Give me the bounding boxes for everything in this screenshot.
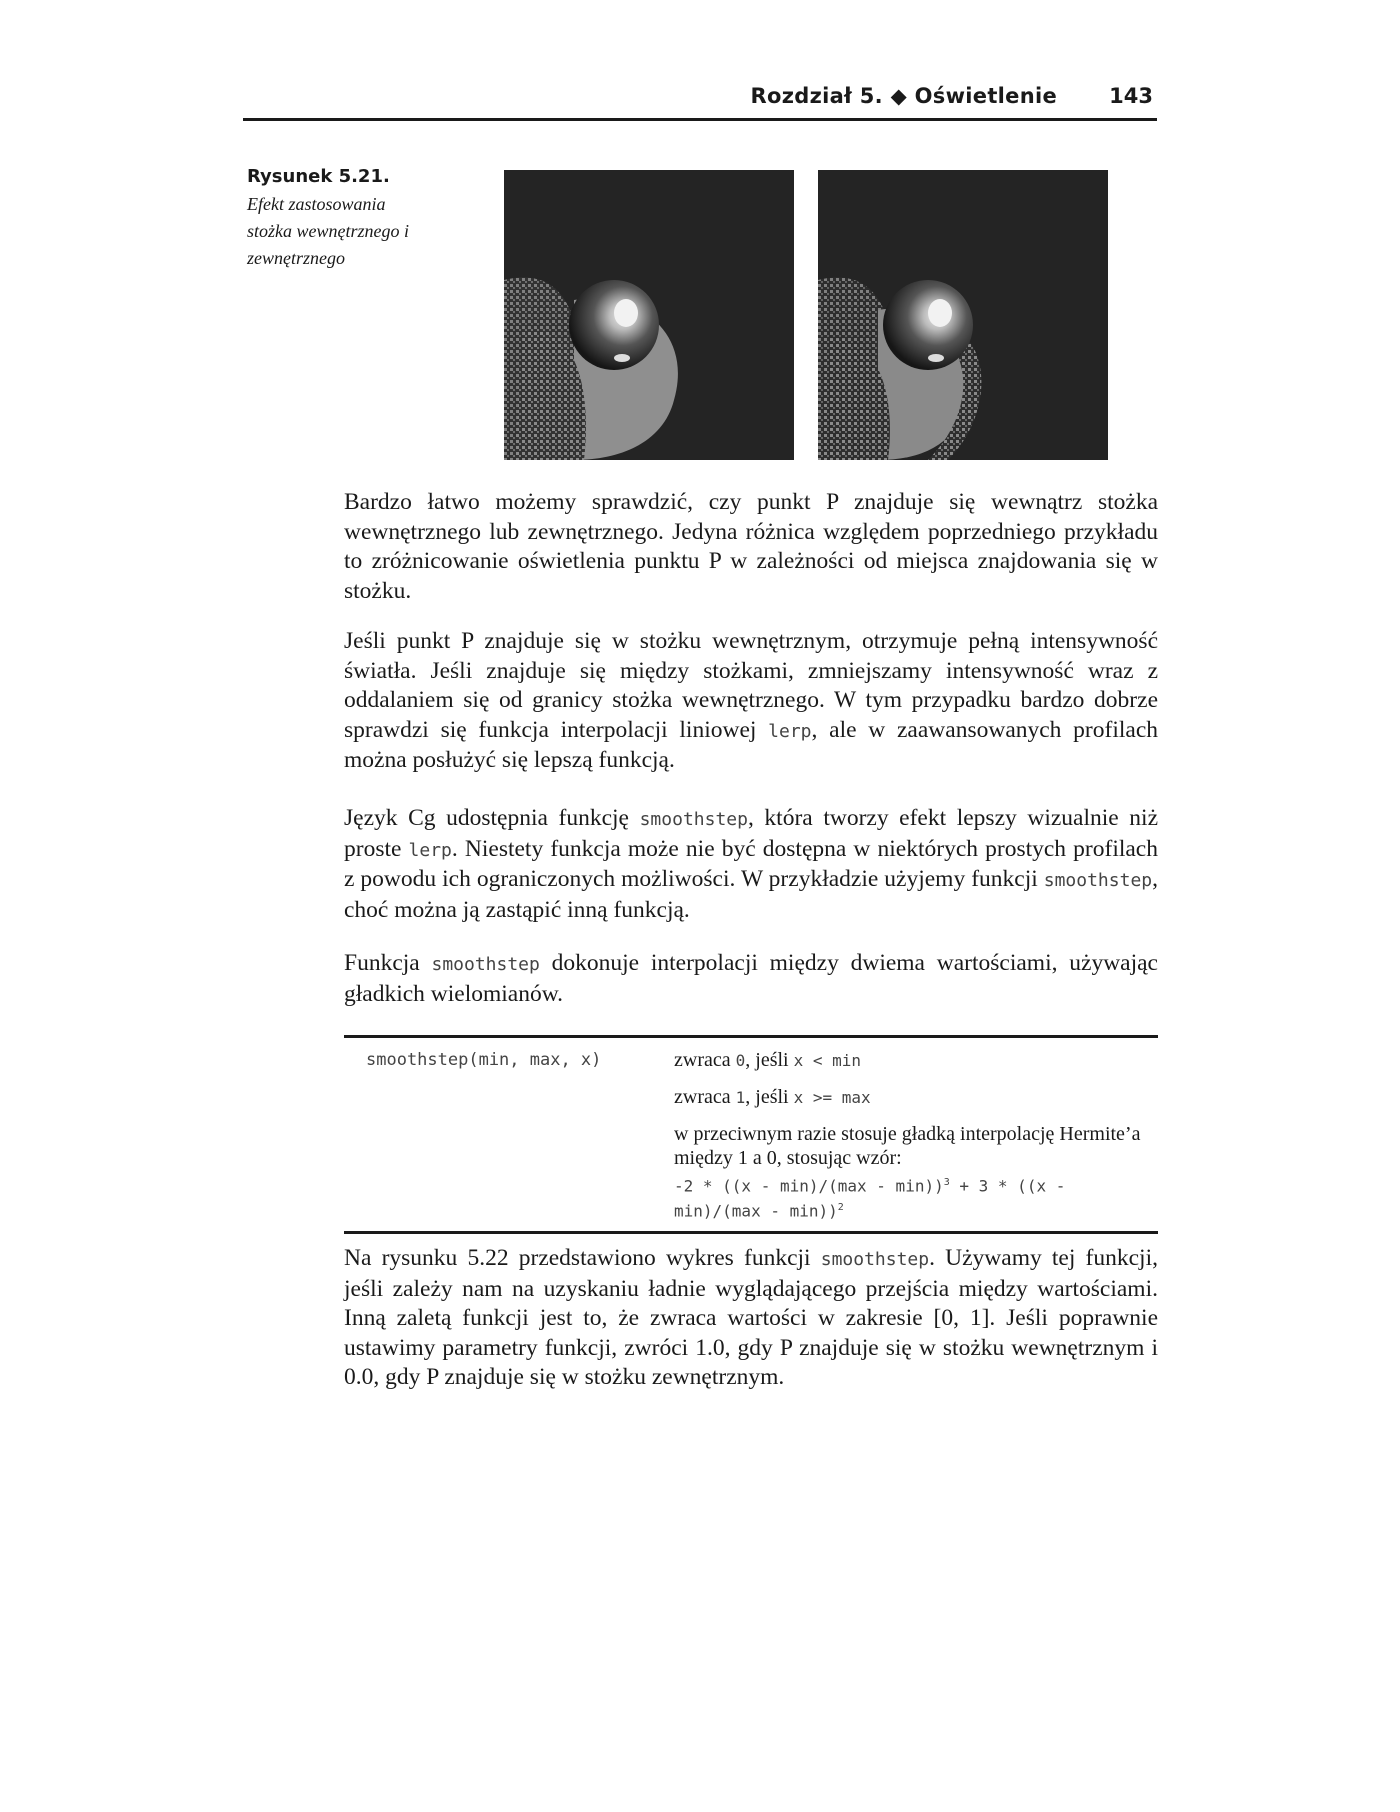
code-smoothstep: smoothstep	[1043, 870, 1153, 891]
row-1-condition: x < min	[793, 1051, 862, 1070]
code-lerp: lerp	[768, 720, 812, 742]
paragraph-3-text-c: . Niestety funkcja może nie być dostępna w niektórych prostych profilach z powodu ich ograniczonych możliwości. W przykładzie użyjemy funkcji	[344, 835, 1158, 892]
paragraph-2-text-a: Jeśli punkt P znajduje się w stożku wewnętrznym, otrzymuje pełną intensywność światła. Jeśli znajduje się między stożkami, zmniejszamy intensywność wraz z oddalaniem się od granicy stożka wewnętrznego. W tym przypadku bardzo dobrze sprawdzi się funkcja interpolacji liniowej	[344, 628, 1158, 743]
formula-part-b: + 3 * ((x - min)/(max - min))	[674, 1176, 1066, 1221]
row-2-text: zwraca	[674, 1086, 736, 1108]
definition-row-1	[674, 1048, 1144, 1073]
spotlight-render-left	[504, 170, 794, 460]
definition-row-3: w przeciwnym razie stosuje gładką interpolację Hermite’a między 1 a 0, stosując wzór:	[674, 1123, 1141, 1169]
row-1-value: 0	[735, 1051, 746, 1070]
formula-exponent-2: 2	[837, 1202, 844, 1214]
row-1-mid: , jeśli	[745, 1049, 794, 1071]
paragraph-3-text-a: Język Cg udostępnia funkcję	[344, 805, 640, 831]
figure-render-right	[818, 170, 1108, 460]
spotlight-render-right	[818, 170, 1108, 460]
code-smoothstep: smoothstep	[820, 1249, 930, 1270]
row-1-text: zwraca	[674, 1049, 736, 1071]
formula-part-a: -2 * ((x - min)/(max - min))	[674, 1176, 944, 1196]
paragraph-5-text-a: Na rysunku 5.22 przedstawiono wykres funkcji	[344, 1245, 821, 1271]
chapter-title: Rozdział 5. ◆ Oświetlenie	[750, 84, 1057, 108]
formula-exponent-1: 3	[943, 1177, 950, 1188]
page-number: 143	[1109, 84, 1153, 108]
paragraph-5-text-b: . Używamy tej funkcji, jeśli zależy nam na uzyskaniu ładnie wyglądającego przejścia między wartościami. Inną zaletą funkcji jest to, że zwraca wartości w zakresie [0, 1]. Jeśli poprawnie ustawimy parametry funkcji, zwróci 1.0, gdy P znajduje się w stożku wewnętrznym i 0.0, gdy P znajduje się w stożku zewnętrznym.	[344, 1245, 1158, 1390]
paragraph-5	[344, 1244, 1158, 1393]
paragraph-3-text-d: , choć można ją zastąpić inną funkcją.	[344, 866, 1158, 923]
function-description	[674, 1048, 1144, 1223]
figure-label: Rysunek 5.21.	[247, 166, 390, 187]
hermite-formula	[674, 1172, 1144, 1223]
paragraph-1: Bardzo łatwo możemy sprawdzić, czy punkt P znajduje się wewnątrz stożka wewnętrznego lub zewnętrznego. Jedyna różnica względem poprzedniego przykładu to zróżnicowanie oświetlenia punktu P w zależności od miejsca znajdowania się w stożku.	[344, 489, 1158, 604]
paragraph-2-text-b: , ale w zaawansowanych profilach można posłużyć się lepszą funkcją.	[344, 716, 1158, 773]
paragraph-2	[344, 627, 1158, 776]
paragraph-3-text-b: , która tworzy efekt lepszy wizualnie niż proste	[344, 805, 1158, 862]
code-smoothstep: smoothstep	[639, 809, 748, 830]
figure-caption	[247, 166, 427, 272]
row-2-mid: , jeśli	[745, 1086, 794, 1108]
definition-row-2	[674, 1085, 1144, 1110]
code-lerp: lerp	[408, 839, 452, 861]
figure-render-left	[504, 170, 794, 460]
paragraph-4-text-a: Funkcja	[344, 950, 432, 976]
code-smoothstep: smoothstep	[431, 954, 540, 975]
paragraph-4-text-b: dokonuje interpolacji między dwiema wartościami, używając gładkich wielomianów.	[344, 950, 1158, 1007]
paragraph-4	[344, 949, 1158, 1009]
function-signature: smoothstep(min, max, x)	[366, 1050, 602, 1070]
row-2-value: 1	[735, 1088, 746, 1107]
function-definition-table	[344, 1035, 1158, 1234]
row-2-condition: x >= max	[793, 1088, 871, 1107]
running-header	[243, 84, 1157, 121]
figure-description: Efekt zastosowania stożka wewnętrznego i zewnętrznego	[247, 194, 409, 268]
paragraph-3	[344, 804, 1158, 925]
